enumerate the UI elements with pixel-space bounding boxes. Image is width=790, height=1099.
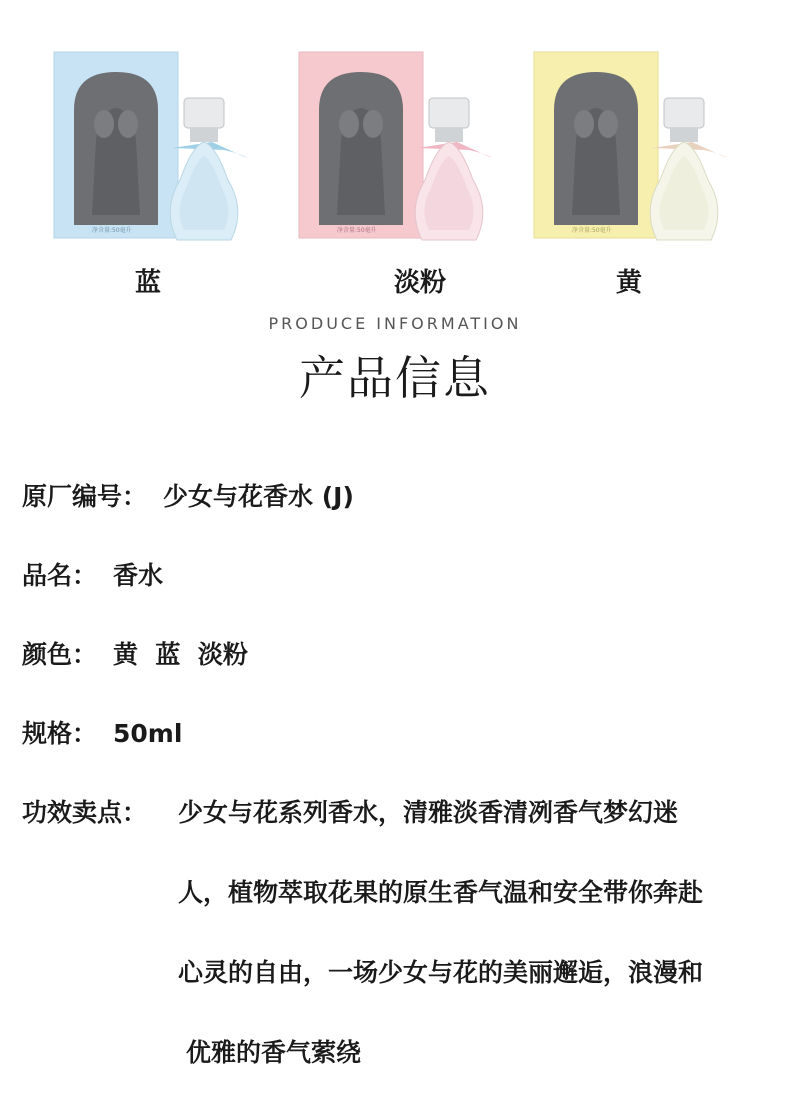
spec-value: 少女与花香水 (J): [163, 482, 354, 511]
svg-text:净含量:50毫升: 净含量:50毫升: [572, 227, 612, 234]
spec-row-name: [22, 556, 163, 592]
feature-line: 心灵的自由，一场少女与花的美丽邂逅，浪漫和: [178, 958, 704, 987]
svg-text:净含量:50毫升: 净含量:50毫升: [92, 227, 132, 234]
spec-row-features: [22, 793, 147, 829]
feature-line: 人，植物萃取花果的原生香气温和安全带你奔赴: [178, 878, 704, 907]
color-label-blue: 蓝: [134, 268, 161, 298]
product-image-yellow: [532, 50, 742, 242]
spec-label: 颜色：: [22, 640, 98, 669]
section-title-cn: 产品信息: [299, 351, 491, 405]
perfume-yellow-illustration: [532, 50, 742, 242]
feature-line: 优雅的香气萦绕: [186, 1038, 362, 1067]
feature-line: 少女与花系列香水，清雅淡香清冽香气梦幻迷: [178, 798, 679, 827]
color-label-yellow: 黄: [615, 268, 642, 298]
perfume-pink-illustration: [297, 50, 507, 242]
spec-label: 品名：: [22, 561, 98, 590]
product-image-blue: [52, 50, 262, 242]
spec-row-model: [22, 477, 354, 513]
spec-label: 功效卖点：: [22, 798, 148, 827]
spec-label: 规格：: [22, 719, 98, 748]
spec-value: 黄 蓝 淡粉: [113, 640, 248, 669]
svg-text:净含量:50毫升: 净含量:50毫升: [337, 227, 377, 234]
spec-row-size: [22, 714, 182, 750]
spec-label: 原厂编号：: [22, 482, 148, 511]
color-label-pink: 淡粉: [393, 268, 446, 298]
spec-value: 50ml: [113, 719, 183, 748]
perfume-blue-illustration: [52, 50, 262, 242]
spec-value: 香水: [113, 561, 164, 590]
section-title-en: PRODUCE INFORMATION: [268, 314, 522, 333]
spec-row-color: [22, 635, 248, 671]
product-image-pink: [297, 50, 507, 242]
